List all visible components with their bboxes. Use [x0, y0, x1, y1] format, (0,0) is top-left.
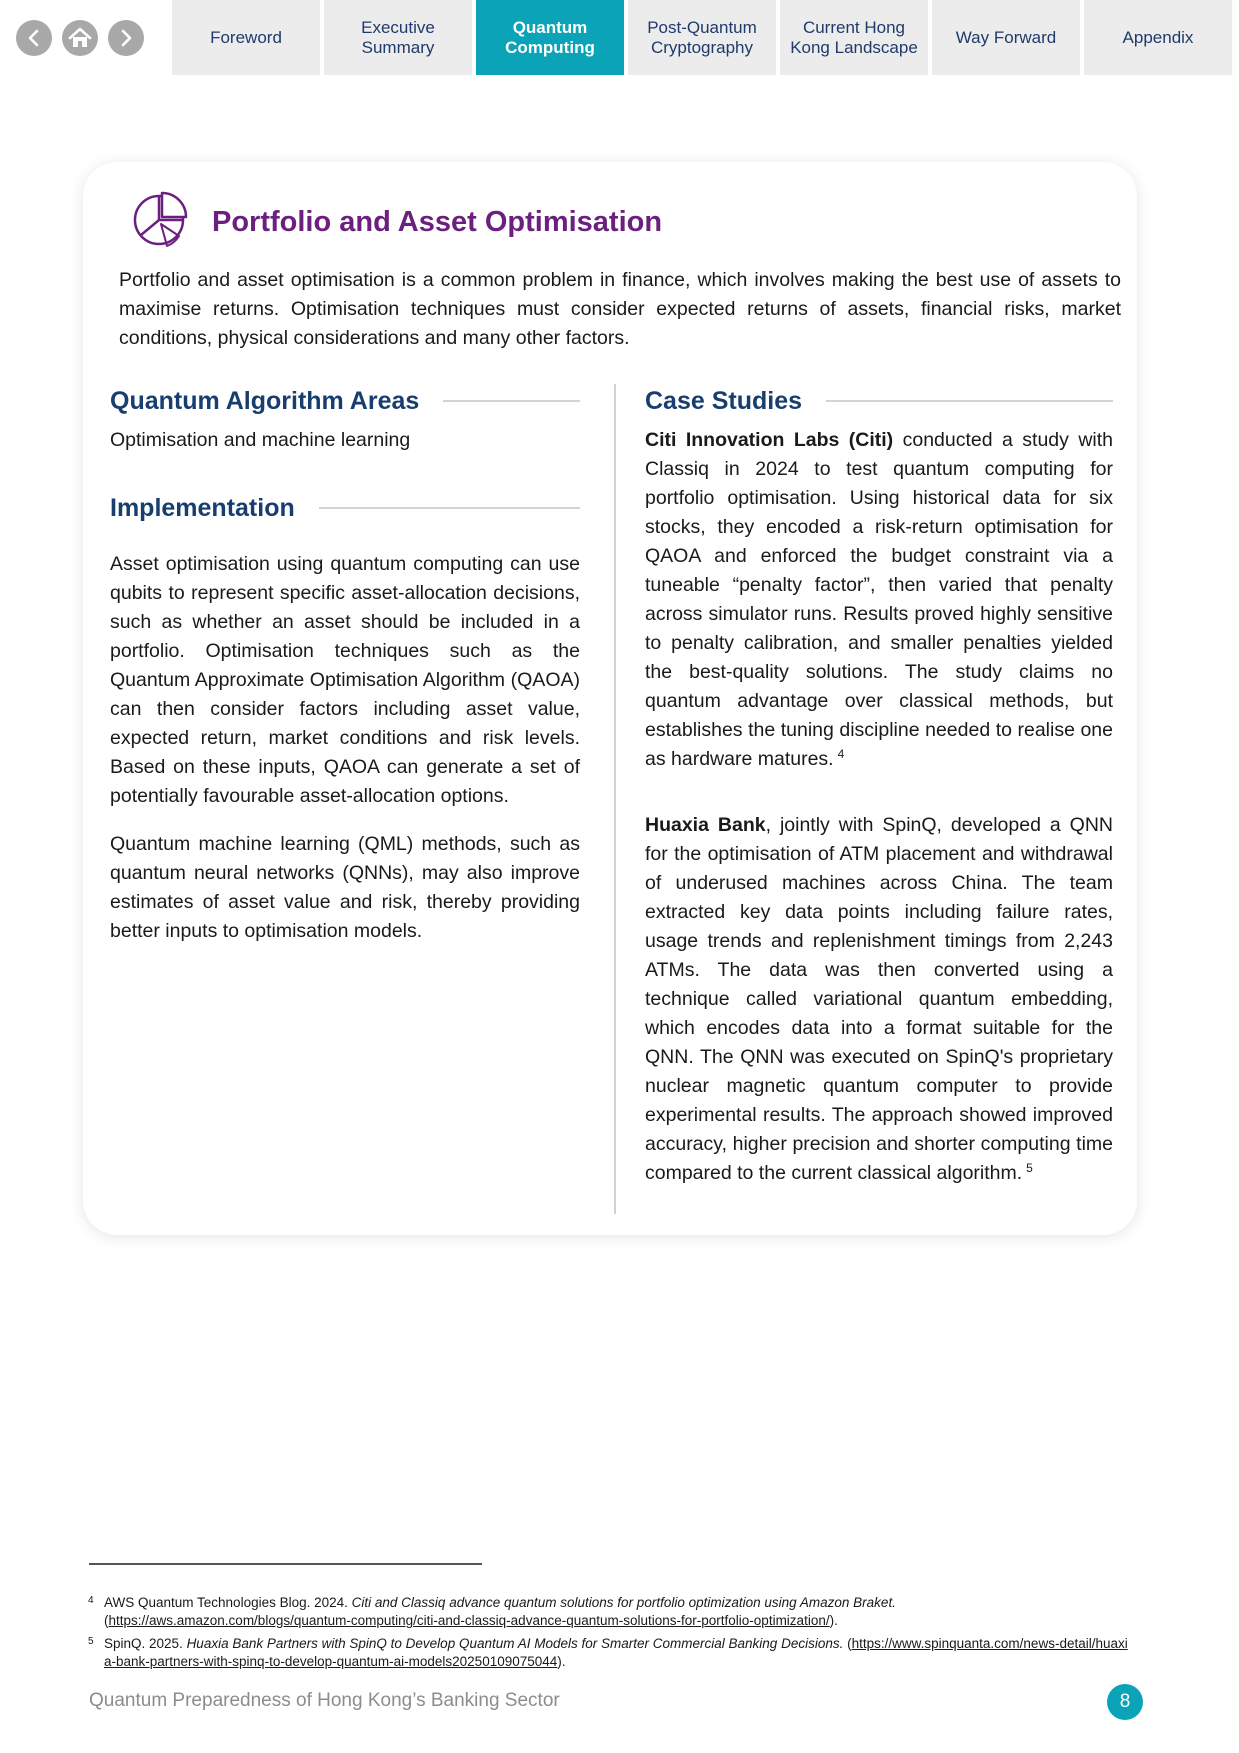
tab-executive-summary[interactable]: [324, 0, 472, 75]
heading-rule: [319, 507, 580, 509]
home-icon: [68, 27, 92, 49]
citi-case-study: [645, 426, 1113, 774]
tab-label: Post-Quantum Cryptography: [647, 17, 757, 57]
section-tabs: [172, 0, 1232, 75]
footnote-title: Huaxia Bank Partners with SpinQ to Develop Quantum AI Models for Smarter Commercial Banking Decisions.: [186, 1636, 844, 1651]
footnote-link[interactable]: https://www.spinquanta.com/news-detail/huaxia-bank-partners-with-spinq-to-develop-quantum-ai-models20250109075044: [104, 1636, 1128, 1669]
citi-text: conducted a study with Classiq in 2024 to test quantum computing for portfolio optimisation. Using historical data for six stocks, they encoded a risk-return optimisation for QAOA and enforced the budget constraint via a tuneable “penalty factor”, then varied that penalty across simulator runs. Results proved highly sensitive to penalty calibration, and smaller penalties yielded the best-quality solutions. The study claims no quantum advantage over classical methods, but establishes the tuning discipline needed to realise one as hardware matures.: [645, 429, 1114, 770]
tab-label: Appendix: [1122, 27, 1194, 47]
case-studies-header: [645, 384, 1113, 418]
footnote-number: 4: [88, 1595, 94, 1606]
left-column: [110, 384, 580, 946]
tab-current-hong-kong-landscape[interactable]: [780, 0, 928, 75]
tab-label: Quantum Computing: [505, 17, 595, 57]
tab-label: Executive Summary: [361, 17, 435, 57]
algorithm-areas-heading: Quantum Algorithm Areas: [110, 386, 420, 415]
huaxia-text: , jointly with SpinQ, developed a QNN for the optimisation of ATM placement and withdrawal of underused machines across China. The team extracted key data points including failure rates, usage trends and replenishment timings from 2,243 ATMs. The data was then converted using a technique called variational quantum embedding, which encodes data into a format suitable for the QNN. The QNN was executed on SpinQ's proprietary nuclear magnetic quantum computer to provide experimental results. The approach showed improved accuracy, higher precision and shorter computing time compared to the current classical algorithm.: [645, 814, 1113, 1184]
footnote-title: Citi and Classiq advance quantum solutions for portfolio optimization using Amazon Braket.: [351, 1595, 896, 1610]
home-button[interactable]: [62, 20, 98, 56]
citi-name: Citi Innovation Labs (Citi): [645, 429, 894, 451]
footnote-ref-4[interactable]: 4: [837, 747, 845, 761]
algorithm-areas-text: Optimisation and machine learning: [110, 429, 411, 451]
footnote-paren: (: [104, 1613, 109, 1628]
chevron-left-icon: [24, 28, 44, 48]
page-navigation: [16, 20, 144, 56]
footnote-4: [88, 1594, 1134, 1630]
content-card: [83, 162, 1137, 1235]
tab-foreword[interactable]: [172, 0, 320, 75]
tab-appendix[interactable]: [1084, 0, 1232, 75]
case-studies-heading: Case Studies: [645, 386, 803, 415]
footnote-source: AWS Quantum Technologies Blog. 2024.: [104, 1595, 352, 1610]
tab-way-forward[interactable]: [932, 0, 1080, 75]
footnote-paren: ).: [829, 1613, 838, 1628]
tab-label: Current Hong Kong Landscape: [790, 17, 918, 57]
page-title: Portfolio and Asset Optimisation: [212, 206, 663, 238]
tab-label: Way Forward: [955, 27, 1057, 47]
pie-chart-icon: [131, 190, 189, 248]
chevron-right-icon: [116, 28, 136, 48]
heading-rule: [443, 400, 580, 402]
algorithm-areas-header: [110, 384, 580, 418]
footnote-paren: (: [843, 1636, 852, 1651]
implementation-paragraph-1: Asset optimisation using quantum computing can use qubits to represent specific asset-allocation decisions, such as whether an asset should be included in a portfolio. Optimisation techniques such as the Quantum Approximate Optimisation Algorithm (QAOA) can then consider factors including asset value, expected return, market conditions and risk levels. Based on these inputs, QAOA can generate a set of potentially favourable asset-allocation options.: [110, 553, 580, 807]
right-column: [645, 384, 1113, 1188]
implementation-heading: Implementation: [110, 493, 295, 522]
huaxia-name: Huaxia Bank: [645, 814, 766, 836]
column-divider: [614, 384, 616, 1214]
huaxia-case-study: [645, 811, 1113, 1188]
implementation-paragraph-2: Quantum machine learning (QML) methods, such as quantum neural networks (QNNs), may also improve estimates of asset value and risk, thereby providing better inputs to optimisation models.: [110, 833, 580, 942]
forward-button[interactable]: [108, 20, 144, 56]
back-button[interactable]: [16, 20, 52, 56]
heading-rule: [826, 400, 1113, 402]
intro-paragraph: Portfolio and asset optimisation is a common problem in finance, which involves making the best use of assets to maximise returns. Optimisation techniques must consider expected returns of assets, financial risks, market conditions, physical considerations and many other factors.: [119, 269, 1121, 349]
tab-post-quantum-cryptography[interactable]: [628, 0, 776, 75]
footnote-5: [88, 1635, 1134, 1671]
document-title-footer: Quantum Preparedness of Hong Kong’s Banking Sector: [89, 1690, 560, 1711]
page-number-badge: 8: [1107, 1684, 1143, 1720]
footnote-number: 5: [88, 1636, 94, 1647]
tab-quantum-computing[interactable]: [476, 0, 624, 75]
footnote-rule: [89, 1563, 482, 1565]
footnote-ref-5[interactable]: 5: [1026, 1161, 1033, 1175]
tab-label: Foreword: [210, 27, 282, 47]
footnote-paren: ).: [557, 1654, 566, 1669]
footnote-link[interactable]: https://aws.amazon.com/blogs/quantum-computing/citi-and-classiq-advance-quantum-solutions-for-portfolio-optimization/: [108, 1613, 830, 1628]
footnote-source: SpinQ. 2025.: [104, 1636, 187, 1651]
implementation-header: [110, 491, 580, 525]
